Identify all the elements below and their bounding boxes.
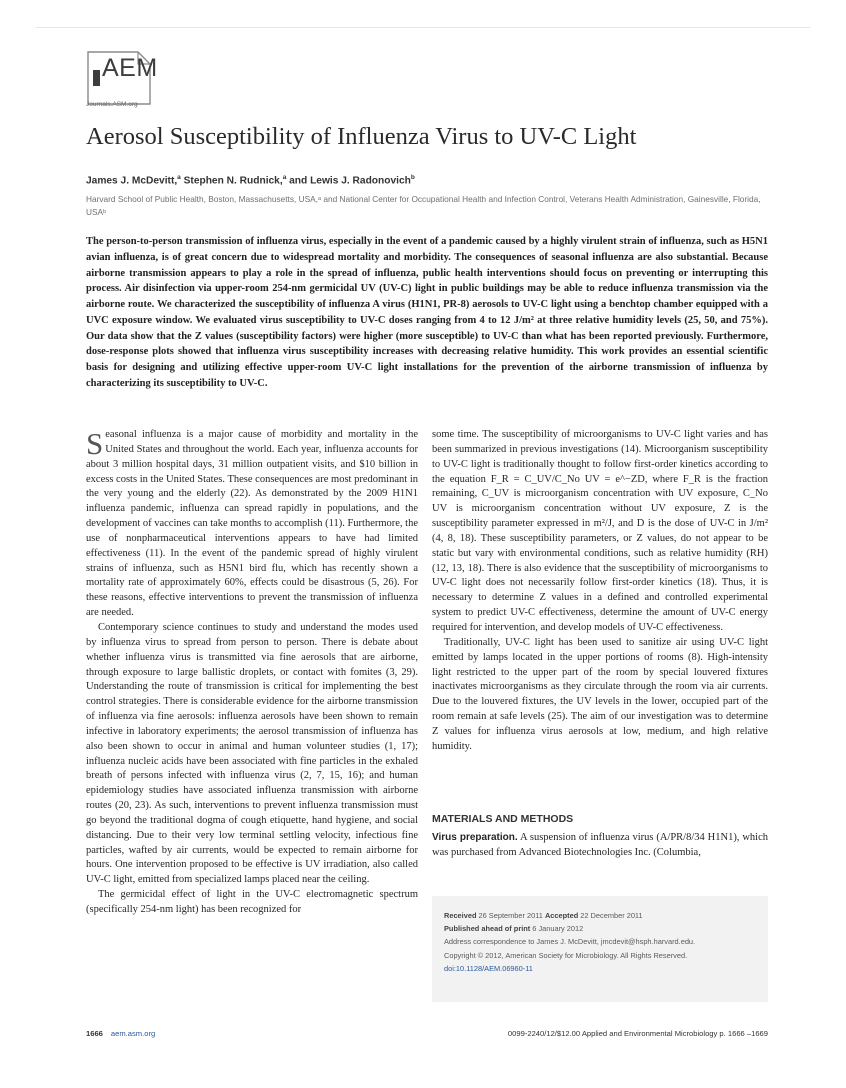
subsection-label: Virus preparation. — [432, 832, 518, 843]
body-paragraph: some time. The susceptibility of microorganisms to UV-C light varies and has been summarized in previous investigations (14). Microorganism susceptibility to UV-C light is traditionally thought to follow first-order kinetics according to the equation F_R = C_UV/C_No UV = e^−ZD, where F_R is the fraction remaining, C_UV is microorganism concentration with UV exposure, C_No UV is microorganism concentration without UV exposure, Z is the susceptibility parameter expressed in m²/J, and D is the dose of UV-C in J/m² (4, 8, 18). These susceptibility parameters, or Z values, do not appear to be static but vary with environmental conditions, such as relative humidity (RH) (12, 13, 18). There is also evidence that the susceptibility of microorganisms to UV-C light does not necessarily follow first-order kinetics (18). Thus, it is necessary to determine Z values in a defined and controlled experimental system to predict UV-C effectiveness, determine the amount of UV-C energy required for intervention, and develop models of UV-C effectiveness. — [432, 429, 768, 633]
abstract: The person-to-person transmission of influenza virus, especially in the event of a pandemic caused by a highly virulent strain of influenza, such as H5N1 avian influenza, is of great concern due to widespread mortality and morbidity. The consequences of seasonal influenza are also substantial. Because airborne transmission appears to play a role in the spread of influenza, public health interventions should focus on preventing or interrupting this process. Air disinfection via upper-room 254-nm germicidal UV (UV-C) light in public buildings may be able to reduce influenza transmission via the airborne route. We characterized the susceptibility of influenza A virus (H1N1, PR-8) aerosols to UV-C light using a benchtop chamber equipped with a UVC exposure window. We evaluated virus susceptibility to UV-C doses ranging from 4 to 12 J/m² at three relative humidity levels (25, 50, and 75%). Our data show that the Z values (susceptibility factors) were higher (more susceptible) to UV-C than what has been reported previously. Furthermore, dose-response plots showed that influenza virus susceptibility increases with decreasing relative humidity. This work provides an essential scientific basis for designing and utilizing effective upper-room UV-C light installations for the prevention of the airborne transmission of influenza by characterizing its susceptibility to UV-C. — [86, 236, 768, 389]
author-name: James J. McDevitt, — [86, 175, 178, 187]
published-line: Published ahead of print 6 January 2012 — [444, 924, 584, 934]
body-column-right — [432, 428, 768, 755]
doi-link[interactable]: doi:10.1128/AEM.06960-11 — [444, 963, 533, 973]
correspondence-line: Address correspondence to James J. McDevitt, jmcdevit@hsph.harvard.edu. — [444, 937, 696, 947]
drop-cap: S — [86, 426, 104, 461]
journal-url-link[interactable]: aem.asm.org — [110, 1029, 156, 1038]
article-info-box — [432, 896, 768, 1002]
affiliation-marker: a — [282, 174, 287, 181]
copyright-line: Copyright © 2012, American Society for Microbiology. All Rights Reserved. — [444, 950, 688, 960]
body-column-left — [86, 428, 418, 918]
affiliation-marker: a — [177, 174, 181, 181]
journal-logo — [86, 46, 186, 120]
affiliations: Harvard School of Public Health, Boston, Massachusetts, USA,ᵃ and National Center for Occupational Health and Infection Control, Veterans Health Administration, Gainesville, Florida, USAᵇ — [86, 194, 761, 217]
body-paragraph: Traditionally, UV-C light has been used to sanitize air using UV-C light emitted by lamps located in the upper portions of rooms (8). High-intensity light restricted to the upper part of the room by special louvered fixtures inactivates microorganisms as they circulate through the room via air currents. Due to the louvered fixtures, the UV levels in the lower, occupied part of the room remain at safe levels (25). The aim of our investigation was to determine Z values for influenza virus aerosols at low, medium, and high relative humidity. — [432, 636, 768, 752]
logo-url: Journals.ASM.org — [86, 101, 138, 108]
body-paragraph: Contemporary science continues to study and understand the modes used by influenza virus to spread from person to person. There is debate about whether influenza virus is transmitted via fine aerosols that are airborne, through exposure to large ballistic droplets, or contact with fomites (3, 29). Understanding the route of transmission is critical for implementing the best control strategies. There is considerable evidence for the airborne transmission of influenza via fine aerosols: influenza aerosols have been shown to remain infective in laboratory experiments; the aerosol transmission of influenza has also been shown to occur in animal and human volunteer studies (1, 17); influenza nucleic acids have been associated with fine particles in the exhaled breath of persons infected with influenza virus (2, 7, 15, 16); and human epidemiology studies have associated influenza transmission with airborne routes (20, 23). As such, interventions to prevent influenza transmission must go beyond the traditional dogma of cough etiquette, hand hygiene, and social distancing. Due to their very low terminal settling velocity, infectious fine particles, wafted by air currents, would be expected to remain airborne for hours. One intervention proposed to be effective is UV irradiation, also called UV-C light, emitted from specialized lamps placed near the ceiling. — [86, 621, 418, 886]
received-line: Received 26 September 2011 Accepted 22 December 2011 — [444, 911, 643, 920]
page-number: 1666 — [86, 1029, 103, 1038]
methods-paragraph: Virus preparation. A suspension of influenza virus (A/PR/8/34 H1N1), which was purchased from Advanced Biotechnologies Inc. (Columbia, — [432, 832, 768, 858]
affiliation-marker: b — [410, 174, 415, 181]
body-paragraph: Seasonal influenza is a major cause of morbidity and mortality in the United States and throughout the world. Each year, influenza accounts for about 3 million hospital days, 31 million outpatient visits, and $10 billion in excess costs in the United States. These consequences are most predominant in the very young and the elderly (22). As demonstrated by the 2009 H1N1 influenza pandemic, influenza can spread rapidly in populations, and the development of vaccines can take months to accomplish (11). Furthermore, the use of nonpharmaceutical interventions appears to have had limited effectiveness (11). In the event of the pandemic spread of highly virulent strains of influenza, such as H5N1 bird flu, which has recently shown a mortality rate of approximately 60%, effects could be disastrous (5, 26). For these reasons, effective interventions to prevent the transmission of influenza are needed. — [86, 426, 419, 619]
section-heading: MATERIALS AND METHODS — [432, 813, 574, 825]
author-list — [86, 174, 415, 186]
author-name: and Lewis J. Radonovich — [286, 175, 411, 187]
body-paragraph: The germicidal effect of light in the UV-C electromagnetic spectrum (specifically 254-nm light) has been recognized for — [86, 889, 418, 915]
logo-text: AEM — [102, 54, 158, 82]
top-rule — [36, 27, 810, 28]
author-name: Stephen N. Rudnick, — [180, 175, 283, 187]
footer-left — [86, 1029, 155, 1038]
footer-citation: 0099-2240/12/$12.00 Applied and Environmental Microbiology p. 1666 –1669 — [507, 1029, 768, 1038]
article-title: Aerosol Susceptibility of Influenza Virus to UV-C Light — [86, 123, 637, 150]
